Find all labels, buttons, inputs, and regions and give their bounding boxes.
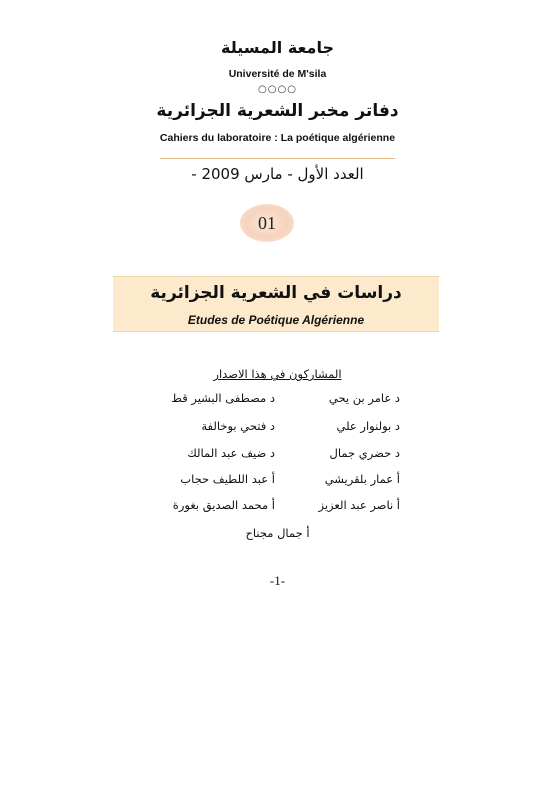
page-number: -1- — [269, 573, 286, 588]
contributor-name: د عامر بن يحي — [328, 391, 400, 405]
title-banner — [113, 276, 439, 332]
laboratory-title-arabic: دفاتر مخبر الشعرية الجزائرية — [156, 101, 399, 121]
laboratory-title-french: Cahiers du laboratoire : La poétique algérienne — [159, 132, 396, 144]
contributor-name: أ عمار بلقريشي — [324, 472, 400, 486]
issue-number-badge: 01 — [240, 204, 294, 242]
ornament-circles: ○○○○ — [258, 84, 297, 95]
contributor-name: د فتحي بوخالفة — [201, 419, 275, 433]
university-name-arabic: جامعة المسيلة — [220, 38, 334, 57]
contributor-name: د حضري جمال — [329, 446, 400, 460]
contributors-heading: المشاركون في هذا الاصدار — [213, 367, 342, 381]
issue-date: العدد الأول - مارس 2009 - — [191, 165, 364, 183]
contributor-name: أ عبد اللطيف حجاب — [180, 472, 275, 486]
divider-line — [160, 158, 395, 159]
contributor-name-last: أ جمال مجناح — [245, 526, 310, 540]
banner-title-french: Etudes de Poétique Algérienne — [187, 313, 365, 327]
contributor-name: أ محمد الصديق بغورة — [172, 498, 275, 512]
contributor-name: أ ناصر عبد العزيز — [318, 498, 400, 512]
contributor-name: د بولنوار علي — [336, 419, 400, 433]
banner-title-arabic: دراسات في الشعرية الجزائرية — [150, 283, 402, 303]
university-name-french: Université de M'sila — [228, 68, 327, 80]
contributor-name: د ضيف عبد المالك — [187, 446, 275, 460]
contributor-name: د مصطفى البشير قط — [171, 391, 275, 405]
